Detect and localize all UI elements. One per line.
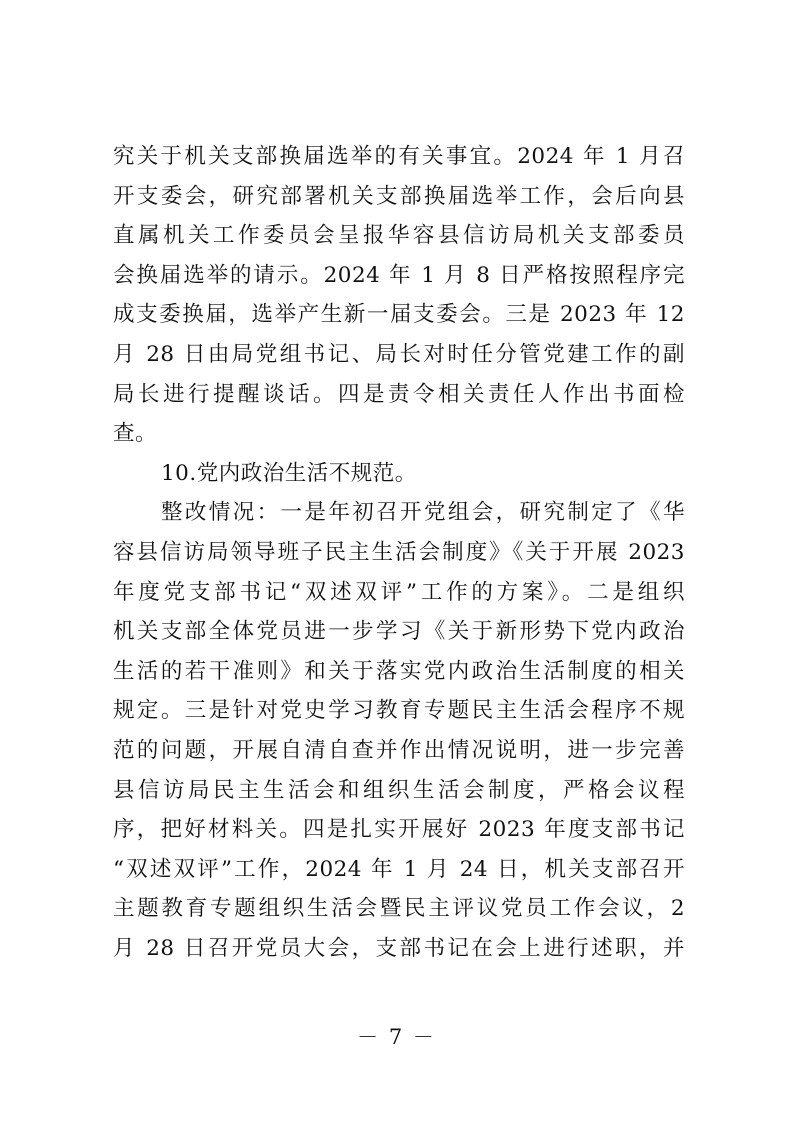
text-line: 机关支部全体党员进一步学习《关于新形势下党内政治 [113,619,685,645]
text-line: 月 28 日由局党组书记、局长对时任分管党建工作的副 [113,341,685,367]
text-line: 成支委换届，选举产生新一届支委会。三是 2023 年 12 [113,302,685,328]
text-line: 直属机关工作委员会呈报华容县信访局机关支部委员 [113,223,685,249]
page-number: － 7 － [357,1025,436,1049]
section-heading: 10.党内政治生活不规范。 [161,460,417,486]
body-text [113,137,685,968]
text-line: “双述双评”工作，2024 年 1 月 24 日，机关支部召开 [113,856,685,882]
text-line: 局长进行提醒谈话。四是责令相关责任人作出书面检 [113,381,685,407]
text-line: 范的问题，开展自清自查并作出情况说明，进一步完善 [113,737,685,763]
text-line: 开支委会，研究部署机关支部换届选举工作，会后向县 [113,183,685,209]
text-line: 规定。三是针对党史学习教育专题民主生活会程序不规 [113,698,685,724]
text-line: 究关于机关支部换届选举的有关事宜。2024 年 1 月召 [113,144,685,169]
text-line: 生活的若干准则》和关于落实党内政治生活制度的相关 [113,658,685,684]
text-line: 会换届选举的请示。2024 年 1 月 8 日严格按照程序完 [113,262,685,288]
text-line: 县信访局民主生活会和组织生活会制度，严格会议程 [113,777,685,803]
text-line: 整改情况：一是年初召开党组会，研究制定了《华 [161,500,685,526]
text-line: 年度党支部书记“双述双评”工作的方案》。二是组织 [113,579,685,605]
text-line: 主题教育专题组织生活会暨民主评议党员工作会议，2 [113,896,685,922]
text-line: 查。 [113,421,158,447]
text-line: 月 28 日召开党员大会，支部书记在会上进行述职，并 [113,935,685,961]
text-line: 序，把好材料关。四是扎实开展好 2023 年度支部书记 [113,817,685,843]
text-line: 容县信访局领导班子民主生活会制度》《关于开展 2023 [113,539,685,565]
